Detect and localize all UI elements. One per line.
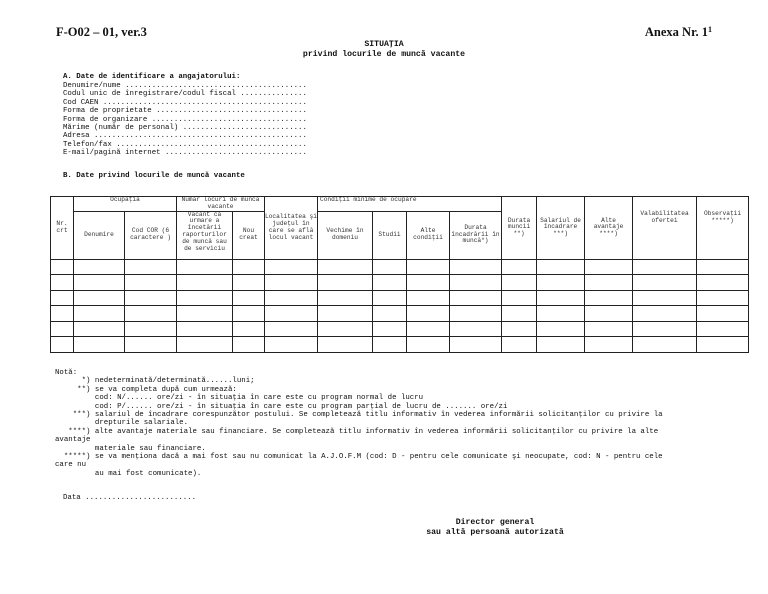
table-cell[interactable] (318, 321, 373, 337)
table-cell[interactable] (233, 259, 265, 275)
table-cell[interactable] (450, 259, 502, 275)
header-durata-incadrarii: Durata încadrării în muncă*) (450, 211, 502, 259)
document-code: F-O02 – 01, ver.3 (56, 25, 147, 39)
annex-superscript: 1 (708, 25, 712, 34)
table-cell[interactable] (233, 337, 265, 353)
table-cell[interactable] (265, 337, 318, 353)
table-cell[interactable] (633, 321, 697, 337)
header-durata-muncii: Durata muncii **) (502, 197, 537, 260)
note-line: cod: P/...... ore/zi - în situaţia în care este cu program parţial de lucru de ....... ore/zi (55, 402, 508, 411)
note-line: materiale sau financiare. (55, 444, 206, 453)
header-alte-avantaje: Alte avantaje ****) (585, 197, 633, 260)
note-line: *****) se va menţiona dacă a mai fost sau nu comunicat la A.J.O.F.M (cod: D - pentru cele comunicate şi neocupate, cod: N - pentru cele (55, 453, 663, 462)
annex-text: Anexa Nr. 1 (644, 25, 708, 39)
table-cell[interactable] (125, 337, 177, 353)
note-line: care nu (55, 461, 87, 470)
table-cell[interactable] (233, 306, 265, 322)
table-cell[interactable] (373, 321, 407, 337)
table-cell[interactable] (318, 337, 373, 353)
table-cell[interactable] (633, 259, 697, 275)
table-cell[interactable] (450, 306, 502, 322)
header-nou-creat: Nou creat (233, 211, 265, 259)
title-main: SITUAŢIA (364, 40, 404, 49)
table-cell[interactable] (537, 275, 585, 291)
table-cell[interactable] (233, 275, 265, 291)
table-cell[interactable] (74, 321, 125, 337)
table-cell[interactable] (502, 275, 537, 291)
header-localitatea: Localitatea şi judeţul în care se află locul vacant (265, 197, 318, 260)
field-caen[interactable]: Cod CAEN .............................................. (63, 98, 307, 107)
table-cell[interactable] (265, 275, 318, 291)
table-cell[interactable] (177, 321, 233, 337)
table-cell[interactable] (407, 290, 450, 306)
table-cell[interactable] (125, 306, 177, 322)
table-cell[interactable] (233, 290, 265, 306)
signature-block (380, 518, 610, 538)
document-title (0, 40, 768, 60)
table-cell[interactable] (537, 321, 585, 337)
table-cell[interactable] (697, 306, 749, 322)
table-row (51, 321, 749, 337)
vacancies-table-body (51, 259, 749, 352)
field-telefon-fax[interactable]: Telefon/fax ........................................... (63, 140, 307, 149)
table-cell[interactable] (585, 275, 633, 291)
table-cell[interactable] (177, 290, 233, 306)
signature-title: Director general (455, 518, 535, 527)
table-cell[interactable] (74, 306, 125, 322)
header-vechime: Vechime în domeniu (318, 211, 373, 259)
table-row (51, 290, 749, 306)
table-cell[interactable] (74, 275, 125, 291)
table-cell[interactable] (585, 321, 633, 337)
table-cell[interactable] (407, 275, 450, 291)
table-cell[interactable] (177, 306, 233, 322)
table-cell[interactable] (502, 321, 537, 337)
employer-fields (63, 82, 307, 158)
table-cell[interactable] (502, 290, 537, 306)
table-cell[interactable] (177, 337, 233, 353)
header-nr-crt: Nr. crt (51, 197, 74, 260)
table-cell[interactable] (633, 337, 697, 353)
table-row (51, 306, 749, 322)
notes (55, 369, 755, 478)
table-cell[interactable] (633, 306, 697, 322)
table-cell[interactable] (74, 259, 125, 275)
note-line: *) nedeterminată/determinată......luni; (55, 377, 255, 386)
header-conditii-minime: Condiţii minime de ocupare (318, 197, 502, 212)
table-cell[interactable] (585, 306, 633, 322)
table-cell[interactable] (318, 290, 373, 306)
table-cell[interactable] (407, 306, 450, 322)
table-cell[interactable] (373, 275, 407, 291)
table-cell[interactable] (633, 275, 697, 291)
table-cell[interactable] (697, 290, 749, 306)
note-line: au mai fost comunicate). (55, 469, 202, 478)
table-cell[interactable] (407, 337, 450, 353)
field-denumire[interactable]: Denumire/nume ......................................... (63, 82, 307, 90)
signature-subtitle: sau altă persoană autorizată (426, 528, 564, 537)
header-salariul: Salariul de încadrare ***) (537, 197, 585, 260)
table-cell[interactable] (537, 290, 585, 306)
table-cell[interactable] (502, 337, 537, 353)
table-cell[interactable] (697, 321, 749, 337)
table-cell[interactable] (502, 259, 537, 275)
table-cell[interactable] (265, 290, 318, 306)
table-cell[interactable] (125, 275, 177, 291)
table-cell[interactable] (177, 275, 233, 291)
table-cell[interactable] (585, 337, 633, 353)
table-cell[interactable] (125, 321, 177, 337)
table-cell[interactable] (265, 259, 318, 275)
field-adresa[interactable]: Adresa ................................................ (63, 132, 307, 141)
table-cell[interactable] (373, 306, 407, 322)
table-cell[interactable] (74, 337, 125, 353)
note-line: cod: N/...... ore/zi - în situaţia în care este cu program normal de lucru (55, 394, 424, 403)
table-cell[interactable] (51, 306, 74, 322)
header-numar-locuri: Număr locuri de muncă vacante (177, 197, 265, 212)
table-cell[interactable] (450, 321, 502, 337)
table-cell[interactable] (51, 337, 74, 353)
field-email[interactable]: E-mail/pagină internet ................................ (63, 149, 307, 158)
table-cell[interactable] (407, 259, 450, 275)
date-field[interactable]: Data ......................... (63, 494, 197, 502)
note-line: ***) salariul de încadrare corespunzător postului. Se completează titlu informativ în vederea informării solicitanţilor cu privire la (55, 411, 663, 420)
table-cell[interactable] (633, 290, 697, 306)
header-cod-cor: Cod COR (6 caractere ) (125, 211, 177, 259)
section-b-title: B. Date privind locurile de muncă vacante (63, 172, 245, 180)
title-subtitle: privind locurile de muncă vacante (302, 50, 466, 59)
table-cell[interactable] (265, 306, 318, 322)
table-cell[interactable] (407, 321, 450, 337)
table-cell[interactable] (233, 321, 265, 337)
table-cell[interactable] (125, 259, 177, 275)
table-cell[interactable] (265, 321, 318, 337)
table-cell[interactable] (697, 259, 749, 275)
note-line: ****) alte avantaje materiale sau financiare. Se completează titlu informativ în vederea informării solicitanţilor cu privire la alte (55, 427, 659, 436)
table-cell[interactable] (697, 337, 749, 353)
field-marime[interactable]: Mărime (număr de personal) ............................ (63, 124, 307, 133)
note-line: avantaje (55, 436, 91, 445)
section-a-title: A. Date de identificare a angajatorului: (63, 73, 241, 81)
header-ocupatia: Ocupaţia (74, 197, 177, 212)
table-cell[interactable] (51, 259, 74, 275)
header-alte-conditii: Alte condiţii (407, 211, 450, 259)
table-cell[interactable] (373, 337, 407, 353)
header-studii: Studii (373, 211, 407, 259)
table-row (51, 337, 749, 353)
field-forma-organizare[interactable]: Forma de organizare ................................... (63, 115, 307, 124)
header-vacant: Vacant ca urmare a încetării raporturilor de muncă sau de serviciu (177, 211, 233, 259)
table-cell[interactable] (74, 290, 125, 306)
notes-heading: Notă: (55, 369, 78, 377)
table-cell[interactable] (537, 306, 585, 322)
header-valabilitatea: Valabilitatea ofertei (633, 197, 697, 260)
table-cell[interactable] (318, 259, 373, 275)
header-denumire: Denumire (74, 211, 125, 259)
annex-label (645, 25, 712, 40)
table-row (51, 259, 749, 275)
table-row (51, 275, 749, 291)
table-cell[interactable] (450, 337, 502, 353)
table-cell[interactable] (537, 337, 585, 353)
table-cell[interactable] (125, 290, 177, 306)
table-cell[interactable] (51, 275, 74, 291)
table-cell[interactable] (450, 290, 502, 306)
table-cell[interactable] (502, 306, 537, 322)
table-cell[interactable] (585, 259, 633, 275)
table-cell[interactable] (537, 259, 585, 275)
table-cell[interactable] (318, 275, 373, 291)
table-cell[interactable] (373, 290, 407, 306)
table-cell[interactable] (318, 306, 373, 322)
note-line: **) se va completa după cum urmează: (55, 385, 237, 394)
table-cell[interactable] (450, 275, 502, 291)
note-line: drepturile salariale. (55, 419, 189, 428)
vacancies-table (50, 196, 749, 353)
field-cui[interactable]: Codul unic de înregistrare/codul fiscal ............... (63, 90, 307, 99)
table-cell[interactable] (585, 290, 633, 306)
table-cell[interactable] (51, 290, 74, 306)
header-observatii: Observaţii *****) (697, 197, 749, 260)
table-cell[interactable] (697, 275, 749, 291)
field-forma-proprietate[interactable]: Forma de proprietate .................................. (63, 107, 307, 116)
table-cell[interactable] (177, 259, 233, 275)
table-cell[interactable] (373, 259, 407, 275)
table-cell[interactable] (51, 321, 74, 337)
